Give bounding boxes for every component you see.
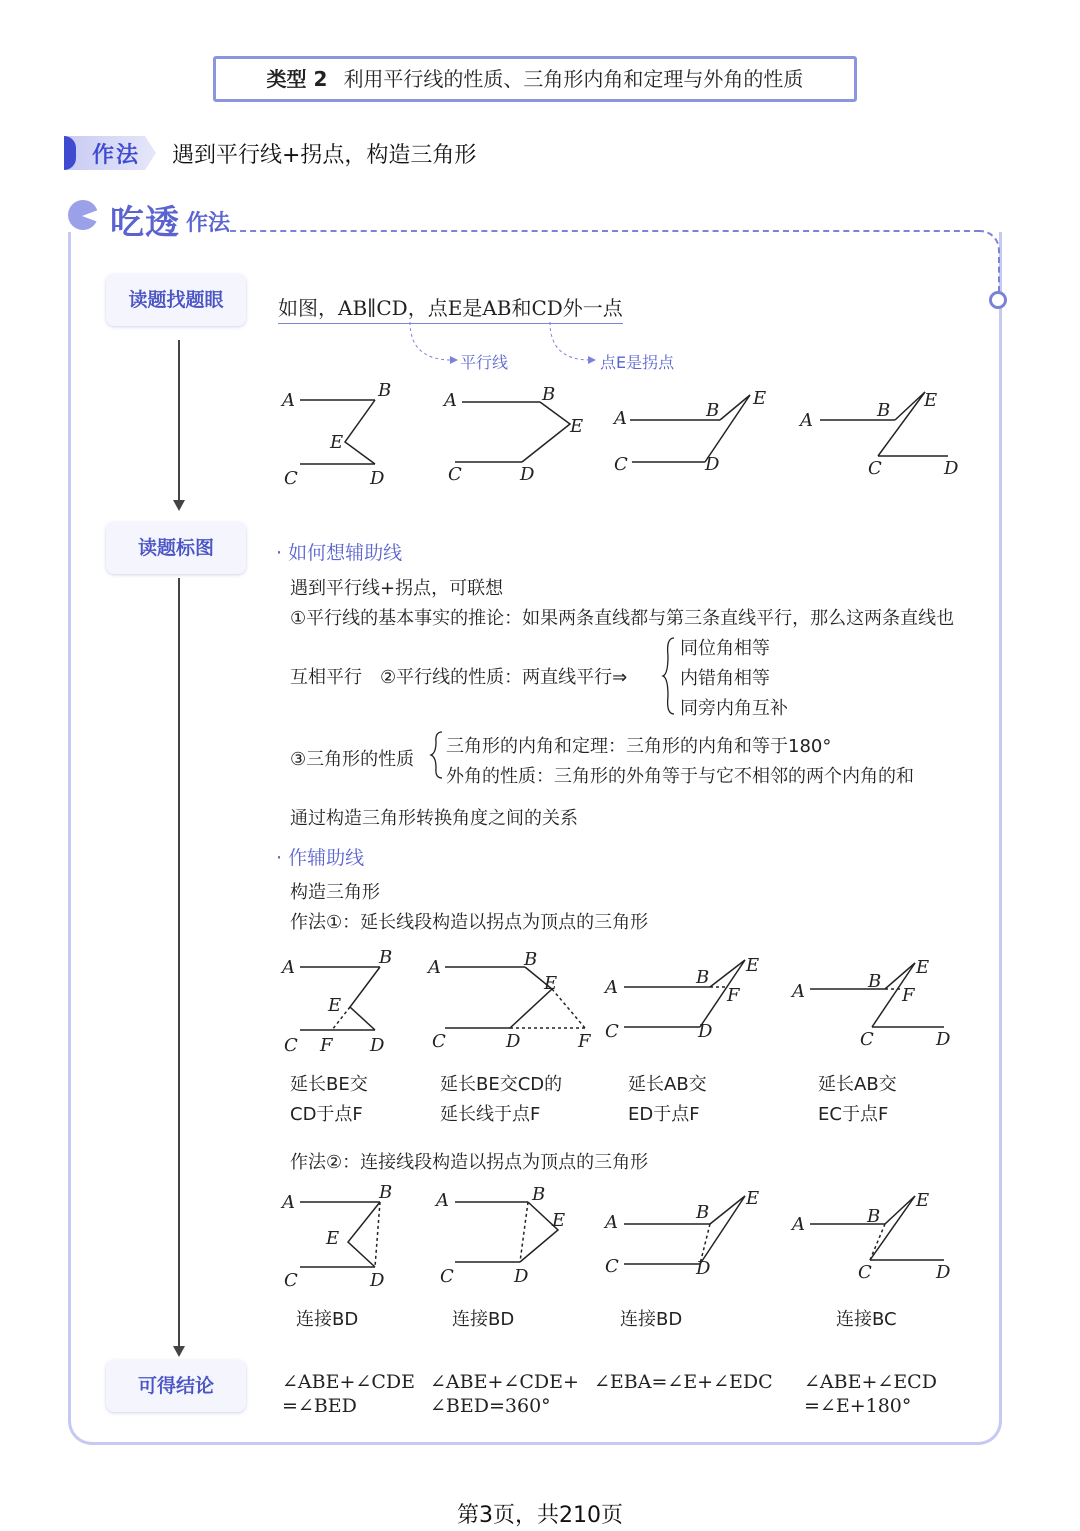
ring-icon — [989, 291, 1007, 309]
fig3-label-D: D — [705, 454, 720, 475]
note-parallel: 平行线 — [460, 353, 509, 372]
m2-figure-2 — [455, 1202, 558, 1262]
svg-text:E: E — [916, 957, 930, 978]
svg-text:D: D — [506, 1031, 521, 1052]
svg-text:D: D — [696, 1258, 711, 1279]
flow-arrow-line — [178, 340, 180, 500]
svg-text:D: D — [514, 1266, 529, 1287]
m1-figure-2 — [445, 967, 585, 1028]
section-title-big: 吃透 — [110, 203, 180, 243]
fig1-label-D: D — [370, 468, 385, 489]
svg-text:A: A — [436, 1190, 449, 1211]
fig1-label-C: C — [284, 468, 298, 489]
fig1-label-E: E — [330, 432, 344, 453]
svg-text:A: A — [605, 977, 618, 998]
problem-intro: 如图，AB∥CD，点E是AB和CD外一点 — [278, 292, 623, 324]
aux-method1: 作法①：延长线段构造以拐点为顶点的三角形 — [290, 912, 649, 933]
svg-text:A: A — [282, 1192, 295, 1213]
think-prop3: ③三角形的性质 — [290, 749, 415, 770]
svg-text:E: E — [916, 1190, 930, 1211]
step-conclude: 可得结论 — [106, 1360, 246, 1412]
svg-text:C: C — [440, 1266, 454, 1287]
svg-text:B: B — [696, 1202, 710, 1223]
svg-text:B: B — [524, 949, 538, 970]
svg-text:A: A — [792, 1214, 805, 1235]
m2-caption-2: 连接BD — [452, 1309, 515, 1330]
m2-caption-4: 连接BC — [836, 1309, 897, 1330]
step-read: 读题找题眼 — [106, 274, 246, 326]
svg-text:F: F — [902, 985, 915, 1006]
type-title — [216, 59, 854, 99]
think-line2: ①平行线的基本事实的推论：如果两条直线都与第三条直线平行，那么这两条直线也 — [290, 608, 955, 629]
svg-text:F: F — [578, 1031, 591, 1052]
flow-arrow-line — [178, 578, 180, 1346]
m1-caption-3: 延长AB交 ED于点F — [628, 1074, 707, 1125]
fig1-label-B: B — [378, 380, 392, 401]
svg-text:E: E — [746, 1188, 760, 1209]
svg-text:E: E — [544, 973, 558, 994]
svg-text:C: C — [860, 1029, 874, 1050]
think-line4: 通过构造三角形转换角度之间的关系 — [290, 808, 578, 829]
type-label: 类型 2 — [266, 67, 328, 91]
m2-caption-1: 连接BD — [296, 1309, 359, 1330]
fig4-label-D: D — [944, 458, 959, 479]
fig4-label-C: C — [868, 458, 882, 479]
conclusion-2: ∠ABE+∠CDE+ ∠BED=360° — [430, 1371, 579, 1417]
svg-text:B: B — [532, 1184, 546, 1205]
svg-text:B: B — [379, 947, 393, 968]
figure-2 — [455, 402, 570, 462]
arrow-down-icon — [173, 1346, 185, 1357]
svg-text:C: C — [432, 1031, 446, 1052]
svg-text:C: C — [605, 1256, 619, 1277]
figures-top — [280, 380, 980, 490]
prop2-item-2: 内错角相等 — [680, 668, 770, 689]
arrow-down-icon — [173, 500, 185, 511]
figures-method2 — [280, 1182, 980, 1292]
svg-text:E: E — [326, 1228, 340, 1249]
think-heading: · 如何想辅助线 — [276, 542, 403, 564]
svg-text:B: B — [867, 1206, 881, 1227]
fig3-label-A: A — [614, 408, 627, 429]
m1-caption-4: 延长AB交 EC于点F — [818, 1074, 897, 1125]
brace-icon — [662, 636, 676, 716]
svg-text:D: D — [936, 1262, 951, 1283]
svg-text:C: C — [858, 1262, 872, 1283]
prop3-item-1: 三角形的内角和定理：三角形的内角和等于180° — [446, 736, 832, 757]
svg-text:B: B — [868, 971, 882, 992]
svg-text:B: B — [379, 1182, 393, 1203]
svg-text:C: C — [284, 1035, 298, 1056]
fig2-label-D: D — [520, 464, 535, 485]
type-title-box — [213, 56, 857, 102]
fig3-label-C: C — [614, 454, 628, 475]
svg-text:D: D — [698, 1021, 713, 1042]
aux-heading: · 作辅助线 — [276, 847, 365, 869]
fig2-label-E: E — [570, 416, 584, 437]
conclusion-4: ∠ABE+∠ECD =∠E+180° — [804, 1371, 937, 1417]
prop3-item-2: 外角的性质：三角形的外角等于与它不相邻的两个内角的和 — [446, 766, 914, 787]
svg-text:A: A — [428, 957, 441, 978]
think-line3: 互相平行 — [290, 667, 362, 688]
svg-text:A: A — [605, 1212, 618, 1233]
fig4-label-A: A — [800, 410, 813, 431]
step-mark: 读题标图 — [106, 522, 246, 574]
m1-caption-1: 延长BE交 CD于点F — [290, 1074, 368, 1125]
figures-method1 — [280, 945, 980, 1055]
svg-text:A: A — [282, 957, 295, 978]
fig4-label-B: B — [877, 400, 891, 421]
dashed-corner — [978, 230, 1000, 292]
conclusion-3: ∠EBA=∠E+∠EDC — [594, 1371, 773, 1393]
fig2-label-A: A — [444, 390, 457, 411]
svg-text:A: A — [792, 981, 805, 1002]
figure-3 — [630, 395, 750, 462]
fig2-label-B: B — [542, 384, 556, 405]
section-title-small: 作法 — [186, 211, 231, 236]
dashed-divider — [230, 230, 980, 232]
fig3-label-B: B — [706, 400, 720, 421]
conclusion-1: ∠ABE+∠CDE =∠BED — [282, 1371, 415, 1417]
m2-figure-3 — [624, 1196, 745, 1264]
svg-text:D: D — [370, 1035, 385, 1056]
prop2-item-3: 同旁内角互补 — [680, 698, 788, 719]
svg-text:E: E — [552, 1210, 566, 1231]
pacman-icon — [68, 200, 98, 230]
fig3-label-E: E — [753, 388, 767, 409]
svg-text:E: E — [328, 995, 342, 1016]
svg-text:D: D — [936, 1029, 951, 1050]
svg-text:C: C — [605, 1021, 619, 1042]
svg-text:F: F — [727, 985, 740, 1006]
type-title-text: 利用平行线的性质、三角形内角和定理与外角的性质 — [343, 67, 804, 91]
m1-caption-2: 延长BE交CD的 延长线于点F — [440, 1074, 563, 1125]
prop2-item-1: 同位角相等 — [680, 638, 770, 659]
note-turn-point: 点E是拐点 — [600, 353, 675, 372]
aux-method2: 作法②：连接线段构造以拐点为顶点的三角形 — [290, 1152, 649, 1173]
svg-text:B: B — [696, 967, 710, 988]
svg-text:D: D — [370, 1270, 385, 1291]
fig2-label-C: C — [448, 464, 462, 485]
svg-text:E: E — [746, 955, 760, 976]
aux-line1: 构造三角形 — [290, 882, 380, 903]
fig4-label-E: E — [924, 390, 938, 411]
m2-caption-3: 连接BD — [620, 1309, 683, 1330]
page-number: 第3页，共210页 — [457, 1503, 623, 1528]
svg-text:F: F — [320, 1035, 333, 1056]
think-prop2: ②平行线的性质：两直线平行⇒ — [380, 667, 628, 688]
method-tag: 作法 — [92, 143, 141, 168]
method-text: 遇到平行线+拐点，构造三角形 — [172, 143, 477, 168]
m2-figure-1 — [300, 1202, 380, 1267]
fig1-label-A: A — [282, 390, 295, 411]
svg-text:C: C — [284, 1270, 298, 1291]
brace-icon — [430, 730, 444, 780]
think-line1: 遇到平行线+拐点，可联想 — [290, 578, 504, 599]
